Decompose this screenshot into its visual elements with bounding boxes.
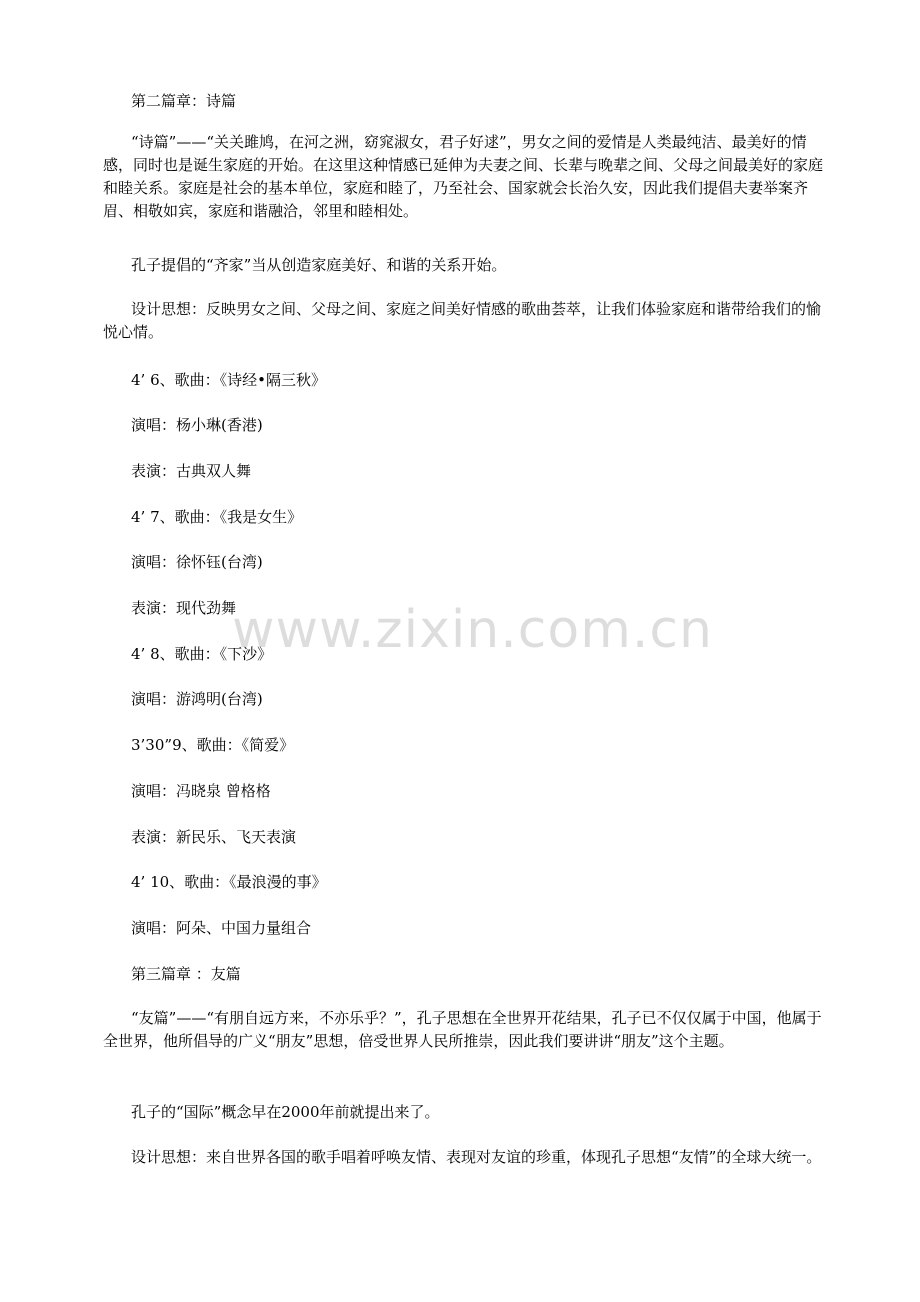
program-line: 4’ 7、歌曲：《我是女生》: [131, 508, 303, 526]
program-line: 演唱：杨小琳(香港): [131, 416, 263, 434]
chapter2-paragraph-1: “诗篇”——“关关雎鸠，在河之洲，窈窕淑女，君子好逑”，男女之间的爱情是人类最纯洁、最美好的情感，同时也是诞生家庭的开始。在这里这种情感已延伸为夫妻之间、长辈与晚辈之间、父母之间最美好的家庭和睦关系。家庭是社会的基本单位，家庭和睦了，乃至社会、国家就会长治久安，因此我们提倡夫妻举案齐眉、相敬如宾，家庭和谐融洽，邻里和睦相处。: [103, 133, 824, 220]
program-line: 表演：新民乐、飞天表演: [131, 828, 297, 846]
chapter2-heading: 第二篇章：诗篇: [131, 92, 237, 110]
chapter3-paragraph-2: 孔子的“国际”概念早在2000年前就提出来了。: [131, 1103, 440, 1121]
chapter2-design-idea: 设计思想：反映男女之间、父母之间、家庭之间美好情感的歌曲荟萃，让我们体验家庭和谐带给我们的愉悦心情。: [103, 300, 822, 341]
watermark: www.zixin.com.cn: [232, 600, 713, 660]
program-line: 4’ 8、歌曲：《下沙》: [131, 645, 273, 663]
program-line: 演唱：徐怀钰(台湾): [131, 553, 263, 571]
program-line: 4’ 6、歌曲：《诗经•隔三秋》: [131, 371, 326, 389]
program-line: 4’ 10、歌曲：《最浪漫的事》: [131, 873, 327, 891]
program-line: 表演：现代劲舞: [131, 599, 237, 617]
program-line: 表演：古典双人舞: [131, 462, 252, 480]
program-line: 演唱：阿朵、中国力量组合: [131, 919, 312, 937]
chapter3-design-idea: 设计思想：来自世界各国的歌手唱着呼唤友情、表现对友谊的珍重，体现孔子思想“友情”的全球大统一。: [131, 1148, 822, 1166]
program-line: 3’30”9、歌曲：《简爱》: [131, 736, 295, 754]
chapter2-paragraph-2: 孔子提倡的“齐家”当从创造家庭美好、和谐的关系开始。: [131, 256, 507, 274]
program-line: 演唱：游鸿明(台湾): [131, 690, 263, 708]
chapter3-heading: 第三篇章 ：友篇: [131, 965, 241, 983]
program-line: 演唱：冯晓泉 曾格格: [131, 782, 271, 800]
chapter3-paragraph-1: “友篇”——“有朋自远方来，不亦乐乎？”，孔子思想在全世界开花结果，孔子已不仅仅属于中国，他属于全世界，他所倡导的广义“朋友”思想，倍受世界人民所推崇，因此我们要讲讲“朋友”这个主题。: [103, 1009, 822, 1050]
